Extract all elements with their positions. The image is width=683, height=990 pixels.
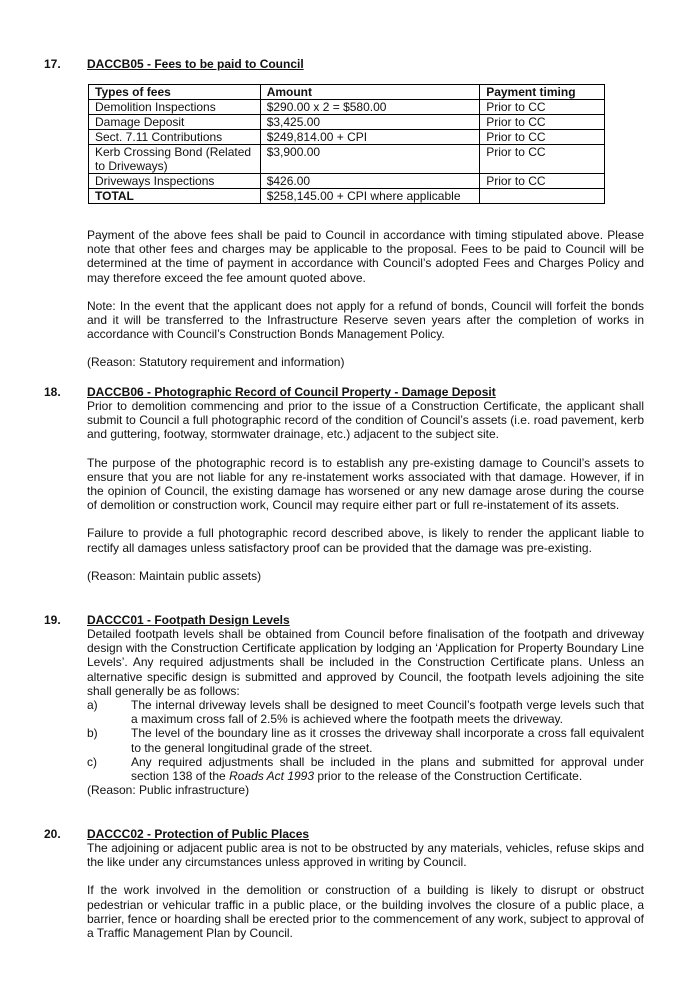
paragraph: The adjoining or adjacent public area is not to be obstructed by any materials, vehicles, refuse skips and the like under any circumstances unless approved in writing by Council. (87, 841, 644, 870)
table-row (89, 115, 605, 130)
list-item-text: The internal driveway levels shall be designed to meet Council’s footpath verge levels such that a maximum cross fall of 2.5% is achieved where the footpath meets the driveway. (131, 698, 644, 727)
table-cell: $258,145.00 + CPI where applicable (260, 189, 480, 204)
act-name: Roads Act 1993 (229, 769, 315, 784)
section-17-heading (44, 57, 644, 71)
paragraph: Note: In the event that the applicant does not apply for a refund of bonds, Council will forfeit the bonds and it will be transferred to the Infrastructure Reserve seven years after the completion of works in accordance with Council’s Construction Bonds Management Policy. (87, 298, 644, 342)
table-cell (480, 189, 605, 204)
table-cell: Sect. 7.11 Contributions (89, 130, 261, 145)
table-cell: $3,900.00 (260, 145, 480, 174)
table-cell: $426.00 (260, 174, 480, 189)
list-item (87, 698, 644, 726)
table-cell: Kerb Crossing Bond (Related to Driveways) (89, 145, 261, 174)
section-18-heading (44, 385, 644, 399)
table-cell: Prior to CC (480, 115, 605, 130)
section-19 (44, 613, 644, 797)
list-item (87, 755, 644, 783)
paragraph: Prior to demolition commencing and prior to the issue of a Construction Certificate, the applicant shall submit to Council a full photographic record of the condition of Council’s assets (i.e. road pavement, kerb and guttering, footway, stormwater drainage, etc.) adjacent to the subject site. (87, 399, 644, 442)
table-total-row (89, 189, 605, 204)
section-title: DACCB06 - Photographic Record of Council Property - Damage Deposit (87, 385, 496, 399)
list-marker: c) (87, 754, 97, 769)
section-18 (44, 385, 644, 583)
list-item-text-part: Any required adjustments shall be included in the plans and submitted for approval under section 138 of the (131, 754, 644, 784)
section-17 (44, 57, 644, 71)
table-header-row (89, 85, 605, 100)
table-row (89, 174, 605, 189)
table-header: Payment timing (480, 85, 605, 100)
paragraph: Payment of the above fees shall be paid to Council in accordance with timing stipulated above. Please note that other fees and charges may be applicable to the proposal. Fees to be paid to Council will be determined at the time of payment in accordance with Council’s adopted Fees and Charges Policy and may therefore exceed the fee amount quoted above. (87, 228, 644, 285)
table-cell: Driveways Inspections (89, 174, 261, 189)
table-cell: $249,814.00 + CPI (260, 130, 480, 145)
table-row (89, 130, 605, 145)
table-row (89, 100, 605, 115)
section-title: DACCB05 - Fees to be paid to Council (87, 57, 304, 71)
table-header: Types of fees (89, 85, 261, 100)
list-item-text (131, 755, 644, 783)
paragraph: The purpose of the photographic record is to establish any pre-existing damage to Council’s assets to ensure that you are not liable for any re-instatement works associated with that damage. However, if in the opinion of Council, the existing damage has worsened or any new damage arose during the course of demolition or construction work, Council may require either part or full re-instatement of its assets. (87, 455, 644, 513)
table-header: Amount (260, 85, 480, 100)
section-20-heading (44, 827, 644, 841)
paragraph: Detailed footpath levels shall be obtained from Council before finalisation of the footpath and driveway design with the Construction Certificate application by lodging an ‘Application for Property Boundary Line Levels’. Any required adjustments shall be included in the Construction Certificate plans. Unless an alternative specific design is submitted and approved by Council, the footpath levels adjoining the site shall generally be as follows: (87, 627, 644, 698)
table-cell: Damage Deposit (89, 115, 261, 130)
section-20 (44, 827, 644, 940)
paragraph: If the work involved in the demolition or construction of a building is likely to disrupt or obstruct pedestrian or vehicular traffic in a public place, or the building involves the closure of a public place, a barrier, fence or hoarding shall be erected prior to the commencement of any work, subject to approval of a Traffic Management Plan by Council. (87, 883, 644, 941)
table-cell: $3,425.00 (260, 115, 480, 130)
table-row (89, 145, 605, 174)
section-number: 19. (44, 613, 61, 627)
section-17-body (44, 228, 644, 370)
list-item-text-part: prior to the release of the Construction Certificate. (314, 769, 583, 784)
list-marker: a) (87, 698, 98, 713)
reason-text: (Reason: Statutory requirement and information) (87, 355, 345, 370)
table-cell: Prior to CC (480, 130, 605, 145)
table-cell: Prior to CC (480, 174, 605, 189)
list-item-text: The level of the boundary line as it crosses the driveway shall incorporate a cross fall equivalent to the general longitudinal grade of the street. (131, 726, 644, 755)
section-number: 17. (44, 57, 61, 71)
list-marker: b) (87, 726, 98, 741)
table-cell: Prior to CC (480, 100, 605, 115)
section-19-heading (44, 613, 644, 627)
list-item (87, 726, 644, 754)
fees-table (88, 84, 605, 204)
table-cell: TOTAL (89, 189, 261, 204)
reason-text: (Reason: Public infrastructure) (87, 783, 250, 798)
paragraph: Failure to provide a full photographic record described above, is likely to render the applicant liable to rectify all damages unless satisfactory proof can be provided that the damage was pre-existing. (87, 526, 644, 555)
reason-text: (Reason: Maintain public assets) (87, 568, 262, 583)
section-number: 18. (44, 385, 61, 399)
section-title: DACCC01 - Footpath Design Levels (87, 613, 290, 627)
section-number: 20. (44, 827, 61, 841)
table-cell: Prior to CC (480, 145, 605, 174)
table-cell: $290.00 x 2 = $580.00 (260, 100, 480, 115)
section-title: DACCC02 - Protection of Public Places (87, 827, 310, 841)
table-cell: Demolition Inspections (89, 100, 261, 115)
